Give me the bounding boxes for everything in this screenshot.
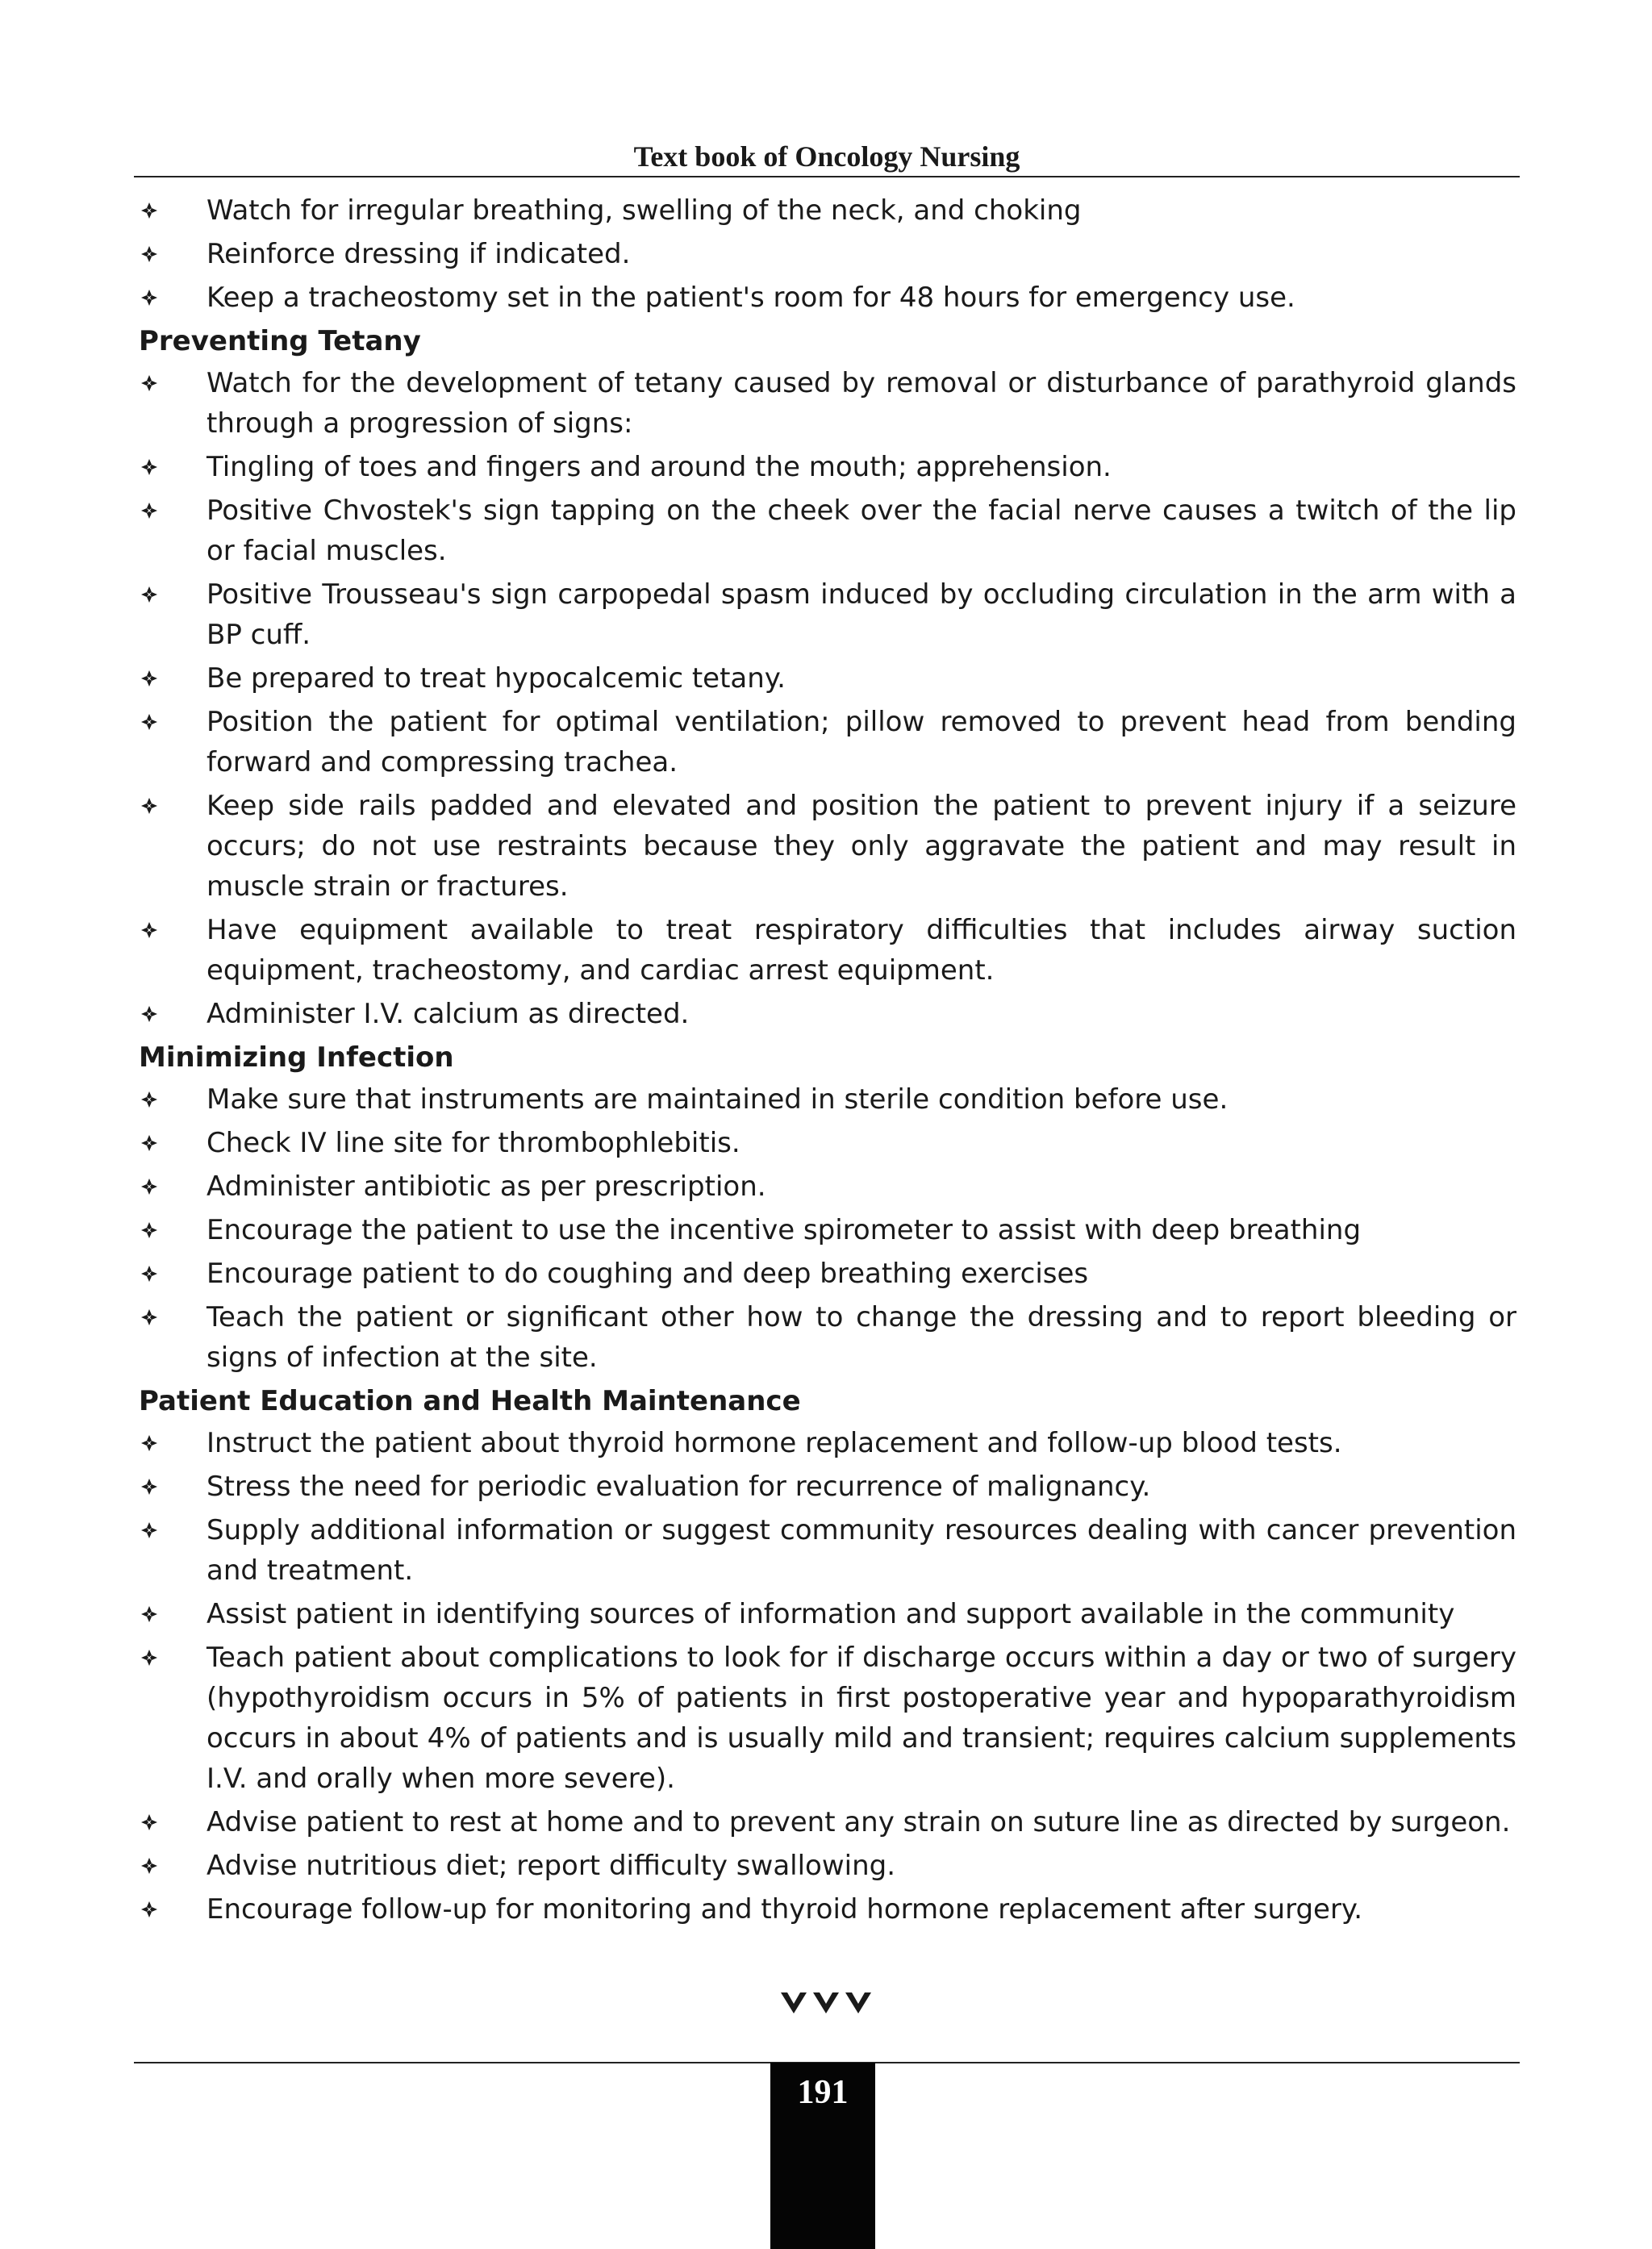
list-item: [139, 1510, 1516, 1591]
diamond-bullet-icon: [139, 1510, 160, 1550]
list-item: [139, 574, 1516, 655]
list-item: [139, 786, 1516, 907]
list-item: [139, 234, 1516, 274]
list-item: [139, 658, 1516, 699]
list-item-text: Teach the patient or significant other how to change the dressing and to report bleeding or signs of infection at the site.: [206, 1301, 1516, 1374]
section-bullet-list: [139, 1423, 1516, 1930]
diamond-bullet-icon: [139, 447, 160, 487]
list-item: [139, 1638, 1516, 1799]
diamond-bullet-icon: [139, 1638, 160, 1678]
end-ornament-icon: [778, 1986, 874, 2018]
list-item-text: Keep a tracheostomy set in the patient's room for 48 hours for emergency use.: [206, 282, 1295, 314]
list-item: [139, 1594, 1516, 1634]
section-heading: Preventing Tetany: [139, 325, 421, 357]
header-divider: [134, 176, 1520, 177]
section-heading: Minimizing Infection: [139, 1041, 454, 1074]
diamond-bullet-icon: [139, 1123, 160, 1163]
list-item: [139, 1297, 1516, 1378]
list-item-text: Have equipment available to treat respiratory difficulties that includes airway suction equipment, tracheostomy, and cardiac arrest equipment.: [206, 914, 1516, 987]
list-item: [139, 277, 1516, 318]
page-number: 191: [797, 2074, 849, 2111]
diamond-bullet-icon: [139, 363, 160, 403]
diamond-bullet-icon: [139, 910, 160, 950]
list-item: [139, 490, 1516, 571]
page-body: [139, 190, 1516, 1933]
list-item: [139, 702, 1516, 782]
diamond-bullet-icon: [139, 702, 160, 742]
intro-bullet-list: [139, 190, 1516, 318]
diamond-bullet-icon: [139, 234, 160, 274]
page-number-box: [770, 2063, 875, 2249]
list-item: [139, 1423, 1516, 1463]
list-item: [139, 1467, 1516, 1507]
list-item: [139, 1254, 1516, 1294]
list-item: [139, 1802, 1516, 1842]
diamond-bullet-icon: [139, 1254, 160, 1294]
end-of-chapter-ornament: [0, 1986, 1652, 2026]
list-item-text: Reinforce dressing if indicated.: [206, 238, 631, 270]
list-item-text: Check IV line site for thrombophlebitis.: [206, 1127, 740, 1159]
diamond-bullet-icon: [139, 490, 160, 531]
diamond-bullet-icon: [139, 1079, 160, 1120]
list-item-text: Encourage the patient to use the incentive spirometer to assist with deep breathing: [206, 1214, 1362, 1246]
list-item-text: Instruct the patient about thyroid hormone replacement and follow-up blood tests.: [206, 1427, 1342, 1459]
list-item-text: Advise patient to rest at home and to prevent any strain on suture line as directed by surgeon.: [206, 1806, 1511, 1838]
diamond-bullet-icon: [139, 1594, 160, 1634]
sections-container: [139, 321, 1516, 1930]
diamond-bullet-icon: [139, 1846, 160, 1886]
list-item-text: Administer I.V. calcium as directed.: [206, 998, 690, 1030]
diamond-bullet-icon: [139, 1802, 160, 1842]
content-section: [139, 1037, 1516, 1378]
list-item-text: Advise nutritious diet; report difficulty swallowing.: [206, 1850, 896, 1882]
section-bullet-list: [139, 1079, 1516, 1378]
list-item-text: Tingling of toes and fingers and around the mouth; apprehension.: [206, 451, 1112, 483]
list-item-text: Assist patient in identifying sources of information and support available in the community: [206, 1598, 1455, 1630]
diamond-bullet-icon: [139, 994, 160, 1034]
list-item: [139, 910, 1516, 991]
list-item-text: Stress the need for periodic evaluation for recurrence of malignancy.: [206, 1471, 1151, 1503]
list-item: [139, 1166, 1516, 1207]
list-item-text: Keep side rails padded and elevated and position the patient to prevent injury if a seizure occurs; do not use restraints because they only aggravate the patient and may result in muscle strain or fractures.: [206, 790, 1516, 903]
list-item-text: Make sure that instruments are maintained in sterile condition before use.: [206, 1083, 1229, 1116]
section-heading: Patient Education and Health Maintenance: [139, 1385, 801, 1417]
list-item-text: Be prepared to treat hypocalcemic tetany.: [206, 662, 786, 695]
diamond-bullet-icon: [139, 1423, 160, 1463]
list-item: [139, 994, 1516, 1034]
list-item: [139, 1123, 1516, 1163]
list-item-text: Positive Trousseau's sign carpopedal spasm induced by occluding circulation in the arm with a BP cuff.: [206, 578, 1516, 651]
list-item-text: Positive Chvostek's sign tapping on the cheek over the facial nerve causes a twitch of the lip or facial muscles.: [206, 494, 1516, 567]
diamond-bullet-icon: [139, 1297, 160, 1337]
section-bullet-list: [139, 363, 1516, 1034]
diamond-bullet-icon: [139, 658, 160, 699]
diamond-bullet-icon: [139, 1166, 160, 1207]
list-item-text: Position the patient for optimal ventilation; pillow removed to prevent head from bending forward and compressing trachea.: [206, 706, 1516, 778]
content-section: [139, 321, 1516, 1034]
list-item-text: Encourage follow-up for monitoring and thyroid hormone replacement after surgery.: [206, 1893, 1363, 1926]
list-item: [139, 1079, 1516, 1120]
list-item-text: Teach patient about complications to look for if discharge occurs within a day or two of surgery (hypothyroidism occurs in 5% of patients in first postoperative year and hypoparathyroidism occurs in about 4% of patients and is usually mild and transient; requires calcium supplements I.V. and orally when more severe).: [206, 1642, 1516, 1795]
diamond-bullet-icon: [139, 1210, 160, 1250]
list-item: [139, 363, 1516, 444]
content-section: [139, 1381, 1516, 1930]
list-item: [139, 1846, 1516, 1886]
diamond-bullet-icon: [139, 786, 160, 826]
list-item: [139, 190, 1516, 231]
running-header-title: Text book of Oncology Nursing: [633, 140, 1020, 173]
list-item: [139, 1210, 1516, 1250]
diamond-bullet-icon: [139, 1889, 160, 1930]
list-item: [139, 1889, 1516, 1930]
list-item: [139, 447, 1516, 487]
diamond-bullet-icon: [139, 574, 160, 615]
list-item-text: Watch for irregular breathing, swelling of the neck, and choking: [206, 194, 1082, 227]
list-item-text: Administer antibiotic as per prescription.: [206, 1170, 766, 1203]
list-item-text: Watch for the development of tetany caused by removal or disturbance of parathyroid glands through a progression of signs:: [206, 367, 1516, 440]
diamond-bullet-icon: [139, 190, 160, 231]
list-item-text: Supply additional information or suggest community resources dealing with cancer prevention and treatment.: [206, 1514, 1516, 1587]
list-item-text: Encourage patient to do coughing and deep breathing exercises: [206, 1258, 1089, 1290]
diamond-bullet-icon: [139, 277, 160, 318]
diamond-bullet-icon: [139, 1467, 160, 1507]
